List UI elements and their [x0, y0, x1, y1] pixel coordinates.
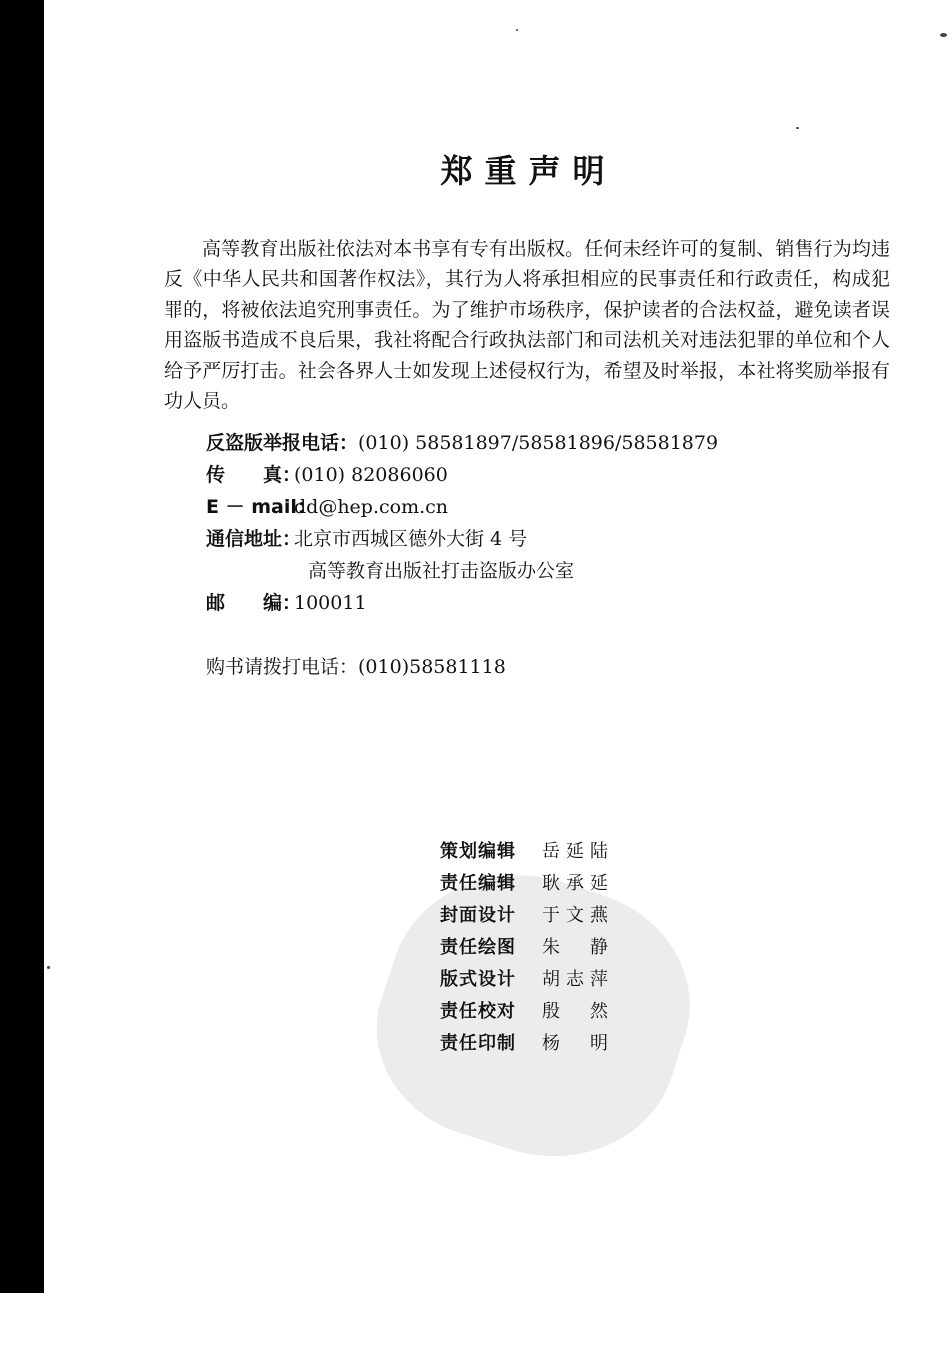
credits-list	[440, 838, 614, 1062]
address-line-2	[308, 556, 574, 583]
credit-row	[440, 934, 614, 966]
order-line	[206, 652, 506, 679]
credit-role: 版式设计	[440, 969, 516, 990]
fax-value: (010) 82086060	[294, 464, 448, 486]
scan-speck	[47, 966, 50, 969]
credit-role: 责任印制	[440, 1033, 516, 1054]
credit-role: 责任编辑	[440, 873, 516, 894]
credit-row	[440, 1030, 614, 1062]
credit-row	[440, 998, 614, 1030]
fax-label: 传 真：	[206, 464, 302, 486]
page-title: 郑重声明	[440, 152, 617, 190]
order-value: (010)58581118	[358, 656, 506, 678]
postcode-value: 100011	[294, 592, 367, 614]
order-label: 购书请拨打电话：	[206, 656, 359, 678]
scan-border	[0, 0, 44, 1293]
address-label: 通信地址：	[206, 528, 302, 550]
credit-name: 于文燕	[542, 905, 614, 926]
credit-name: 耿承延	[542, 873, 614, 894]
credit-name: 岳延陆	[542, 841, 614, 862]
scan-speck	[796, 127, 799, 129]
hotline-line	[206, 428, 718, 455]
credit-role: 封面设计	[440, 905, 516, 926]
hotline-value: (010) 58581897/58581896/58581879	[358, 432, 719, 454]
credit-row	[440, 870, 614, 902]
scan-speck	[516, 29, 518, 31]
notice-paragraph: 高等教育出版社依法对本书享有专有出版权。任何未经许可的复制、销售行为均违反《中华人民共和国著作权法》，其行为人将承担相应的民事责任和行政责任，构成犯罪的，将被依法追究刑事责任。为了维护市场秩序，保护读者的合法权益，避免读者误用盗版书造成不良后果，我社将配合行政执法部门和司法机关对违法犯罪的单位和个人给予严厉打击。社会各界人士如发现上述侵权行为，希望及时举报，本社将奖励举报有功人员。	[164, 238, 890, 413]
credit-name: 杨 明	[542, 1033, 614, 1054]
email-value: dd@hep.com.cn	[294, 496, 449, 518]
credit-row	[440, 966, 614, 998]
address-value: 北京市西城区德外大街 4 号	[294, 528, 528, 550]
credit-name: 胡志萍	[542, 969, 614, 990]
credit-role: 责任绘图	[440, 937, 516, 958]
credit-row	[440, 838, 614, 870]
credit-role: 责任校对	[440, 1001, 516, 1022]
credit-role: 策划编辑	[440, 841, 516, 862]
hotline-label: 反盗版举报电话：	[206, 432, 359, 454]
scan-speck	[940, 33, 947, 37]
postcode-line	[206, 588, 367, 615]
credit-row	[440, 902, 614, 934]
credit-name: 朱 静	[542, 937, 614, 958]
email-label: E － mail：	[206, 496, 316, 518]
address-line	[206, 524, 527, 551]
address-office: 高等教育出版社打击盗版办公室	[308, 560, 575, 582]
email-line	[206, 492, 448, 519]
credit-name: 殷 然	[542, 1001, 614, 1022]
postcode-label: 邮 编：	[206, 592, 302, 614]
fax-line	[206, 460, 448, 487]
